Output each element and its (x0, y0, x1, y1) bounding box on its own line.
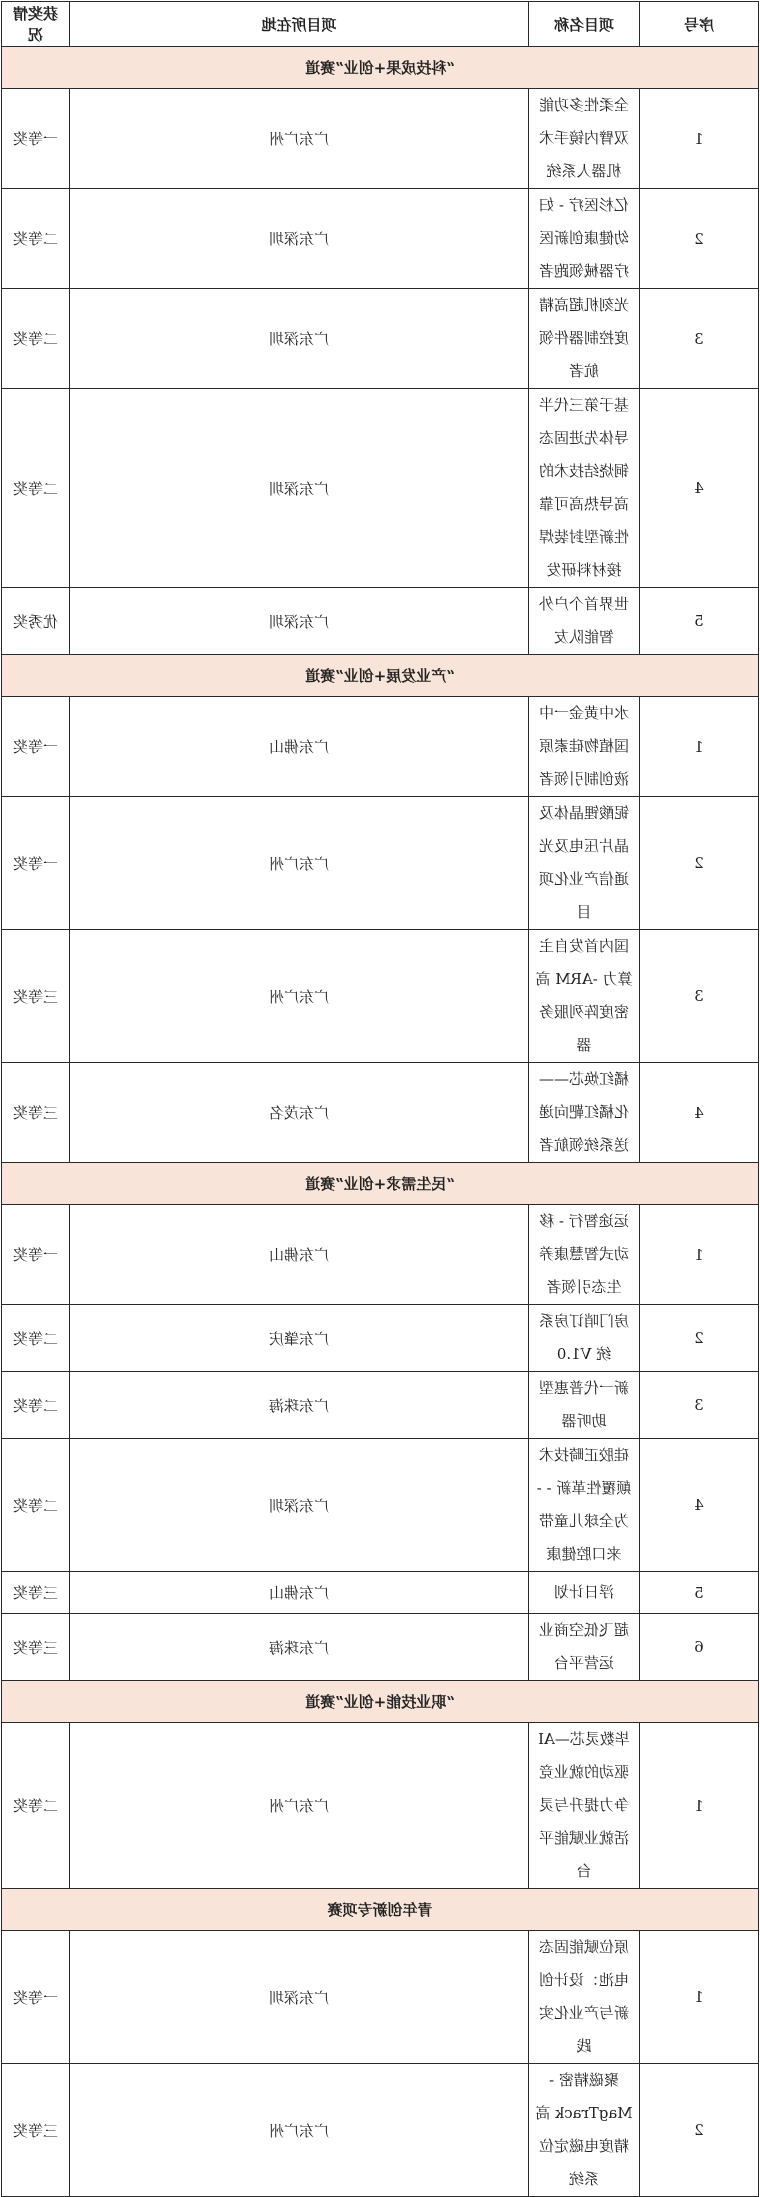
section-title: 青年创新专项赛 (2, 1889, 759, 1931)
project-name (529, 389, 640, 588)
row-index: 2 (640, 797, 759, 930)
award-level: 二等奖 (2, 189, 70, 289)
award-level: 三等奖 (2, 1572, 70, 1614)
table-row (2, 1572, 759, 1614)
project-name: 世界首个户外智能队友 (529, 588, 640, 655)
row-index: 5 (640, 588, 759, 655)
section-row (2, 655, 759, 697)
section-title: “民生需求+创业”赛道 (2, 1163, 759, 1205)
project-location: 广东深圳 (70, 389, 529, 588)
row-index: 4 (640, 1439, 759, 1572)
award-level: 三等奖 (2, 930, 70, 1063)
project-name: 铌酸锂晶体及晶片压电及光通信产业化项目 (529, 797, 640, 930)
award-level: 二等奖 (2, 1439, 70, 1572)
project-name: 毕数灵芯—AI 驱动的就业竞争力提升与灵活就业赋能平台 (529, 1723, 640, 1889)
project-name: 光刻机超高精度控制器件领航者 (529, 289, 640, 389)
award-level: 一等奖 (2, 1931, 70, 2064)
section-row (2, 1681, 759, 1723)
project-location: 广东深圳 (70, 1931, 529, 2064)
award-level: 二等奖 (2, 289, 70, 389)
row-index: 1 (640, 1205, 759, 1305)
table-body (2, 47, 759, 2197)
header-award: 获奖情况 (2, 2, 70, 47)
table-row (2, 1205, 759, 1305)
project-location: 广东广州 (70, 930, 529, 1063)
award-level: 二等奖 (2, 389, 70, 588)
table-row (2, 588, 759, 655)
row-index: 4 (640, 389, 759, 588)
row-index: 1 (640, 1723, 759, 1889)
award-level: 三等奖 (2, 1063, 70, 1163)
table-row (2, 930, 759, 1063)
award-level: 优秀奖 (2, 588, 70, 655)
row-index: 5 (640, 1572, 759, 1614)
row-index: 6 (640, 1614, 759, 1681)
project-name: 超飞低空商业运营平台 (529, 1614, 640, 1681)
project-location: 广东佛山 (70, 697, 529, 797)
project-name: 硅胶正畸技术颠覆性革新 - - 为全球儿童带来口腔健康 (529, 1439, 640, 1572)
project-location: 广东广州 (70, 2064, 529, 2197)
table-row (2, 1063, 759, 1163)
table-row (2, 1931, 759, 2064)
table-row (2, 1723, 759, 1889)
project-location: 广东珠海 (70, 1372, 529, 1439)
row-index: 4 (640, 1063, 759, 1163)
header-row (2, 2, 759, 47)
table-row (2, 697, 759, 797)
project-location: 广东深圳 (70, 1439, 529, 1572)
project-location: 广东深圳 (70, 289, 529, 389)
section-row (2, 47, 759, 89)
project-name: 房门哨订房系统 V1.0 (529, 1305, 640, 1372)
project-location: 广东佛山 (70, 1205, 529, 1305)
header-index: 序号 (640, 2, 759, 47)
award-level: 一等奖 (2, 1205, 70, 1305)
project-name: 亿杉医疗 - 妇幼健康创新医疗器械领跑者 (529, 189, 640, 289)
table-row (2, 1305, 759, 1372)
project-location: 广东广州 (70, 89, 529, 189)
table-row (2, 1439, 759, 1572)
table-row (2, 89, 759, 189)
table-row (2, 1614, 759, 1681)
award-level: 一等奖 (2, 697, 70, 797)
row-index: 3 (640, 289, 759, 389)
table-row (2, 189, 759, 289)
award-level: 三等奖 (2, 1614, 70, 1681)
table-row (2, 2064, 759, 2197)
project-name-line: 基于第三代半导体先进固态铜烧结技术的 (539, 396, 630, 480)
section-title: “产业发展+创业”赛道 (2, 655, 759, 697)
award-level: 一等奖 (2, 89, 70, 189)
project-location: 广东珠海 (70, 1614, 529, 1681)
row-index: 2 (640, 189, 759, 289)
award-level: 一等奖 (2, 797, 70, 930)
row-index: 3 (640, 930, 759, 1063)
project-name: 水中黄金一中国植物硅素原液创制引领者 (529, 697, 640, 797)
header-location: 项目所在地 (70, 2, 529, 47)
section-row (2, 1889, 759, 1931)
row-index: 1 (640, 89, 759, 189)
project-name: 国内首发自主算力 -ARM 高密度阵列服务器 (529, 930, 640, 1063)
project-name: 运途智行 - 移动式智慧康养生态引领者 (529, 1205, 640, 1305)
project-location: 广东茂名 (70, 1063, 529, 1163)
award-level: 二等奖 (2, 1305, 70, 1372)
row-index: 2 (640, 2064, 759, 2197)
project-name-line: 高导热高可靠性新型封装焊接材料研发 (539, 495, 630, 579)
table-row (2, 797, 759, 930)
project-location: 广东深圳 (70, 189, 529, 289)
table-row (2, 289, 759, 389)
award-level: 二等奖 (2, 1372, 70, 1439)
mirrored-document (0, 1, 760, 2188)
project-name: 新一代普惠型助听器 (529, 1372, 640, 1439)
header-name: 项目名称 (529, 2, 640, 47)
project-name: 橘红焕芯——化橘红靶向递送系统领航者 (529, 1063, 640, 1163)
section-title: “职业技能+创业”赛道 (2, 1681, 759, 1723)
project-location: 广东广州 (70, 1723, 529, 1889)
table-row (2, 389, 759, 588)
project-name: 全柔性多功能双臂内镜手术机器人系统 (529, 89, 640, 189)
section-title: “科技成果+创业”赛道 (2, 47, 759, 89)
project-name: 浮日计划 (529, 1572, 640, 1614)
project-location: 广东深圳 (70, 588, 529, 655)
award-table (1, 1, 759, 2197)
row-index: 2 (640, 1305, 759, 1372)
project-location: 广东佛山 (70, 1572, 529, 1614)
project-location: 广东广州 (70, 797, 529, 930)
table-row (2, 1372, 759, 1439)
row-index: 1 (640, 1931, 759, 2064)
project-name: 聚磁精密 -MagTrack 高精度电磁定位系统 (529, 2064, 640, 2197)
row-index: 1 (640, 697, 759, 797)
project-location: 广东肇庆 (70, 1305, 529, 1372)
project-name: 原位赋能固态电池：设计创新与产业化实践 (529, 1931, 640, 2064)
row-index: 3 (640, 1372, 759, 1439)
award-level: 二等奖 (2, 1723, 70, 1889)
section-row (2, 1163, 759, 1205)
award-level: 三等奖 (2, 2064, 70, 2197)
